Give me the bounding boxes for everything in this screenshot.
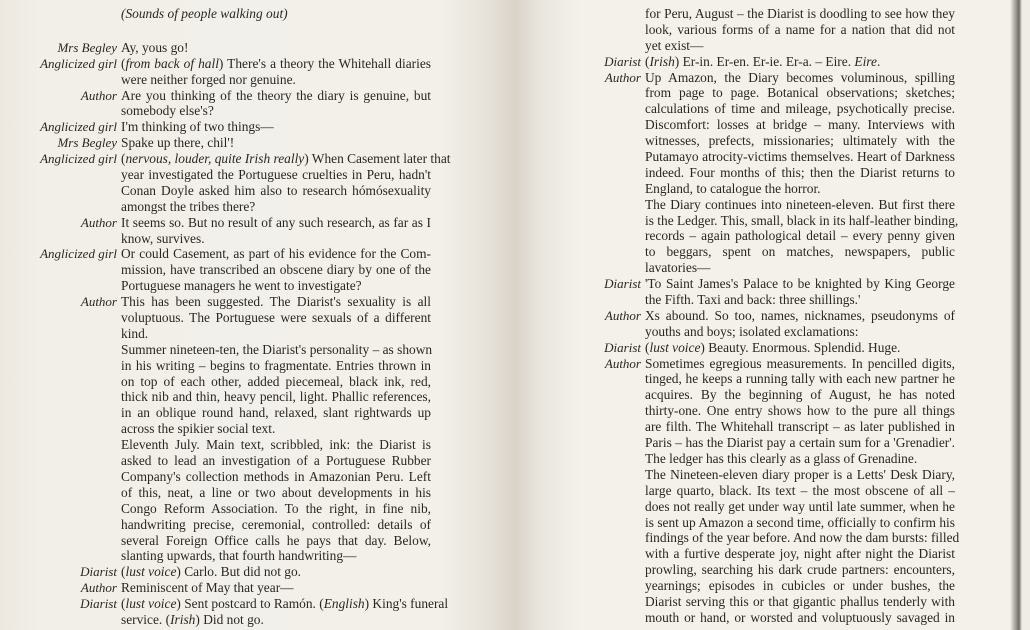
text-segment: look, various forms of a name for a nation that did not <box>645 21 955 37</box>
speaker-label: Anglicized girl <box>40 246 117 262</box>
text-segment: ( <box>121 151 126 167</box>
text-segment: yearnings; episodes in cubicles or under bushes, the <box>645 578 955 594</box>
dialogue-entry <box>80 596 449 628</box>
text-line <box>121 103 431 119</box>
text-segment: Diarist serving this or that gigantic phallus tenderly with <box>645 593 955 609</box>
text-segment: does not really get under way until late summer, when he <box>645 498 955 514</box>
text-segment: Discomfort: losses at bridge – many. Interviews with <box>645 117 955 133</box>
text-segment: Congo Reform Association. To the right, in fine nib, <box>121 500 431 516</box>
text-segment: ( <box>121 596 126 612</box>
text-segment: Reminiscent of May that year— <box>121 580 294 596</box>
text-segment: Xs abound. So too, names, nicknames, pseudonyms of <box>645 307 955 323</box>
text-segment: year investigated the Portuguese cruelties in Peru, hadn't <box>121 167 431 183</box>
text-line <box>121 453 431 469</box>
stage-direction: (Sounds of people walking out) <box>121 6 288 21</box>
right-page <box>523 6 960 626</box>
text-segment: is sent up Amazon a second time, officially to confirm his <box>645 514 955 530</box>
speaker-label: Diarist <box>604 276 641 292</box>
text-line <box>121 437 431 453</box>
text-line <box>645 181 955 197</box>
text-segment: is the Ledger. This, small, black in its half-leather binding, <box>645 212 959 228</box>
text-segment: ( <box>121 55 126 71</box>
text-segment: indeed. Four months of this; then the Diarist returns to <box>645 164 955 180</box>
text-line <box>80 294 431 310</box>
text-segment: mouth or hand, or worsted and voluptuously savaged in <box>645 609 955 625</box>
text-segment: in his writing – begins to fragmentate. Entries thrown in <box>121 357 431 373</box>
text-line <box>645 451 955 467</box>
text-line <box>80 596 449 612</box>
text-segment: Or could Casement, as part of his evidence for the Com- <box>121 246 431 262</box>
text-line <box>121 358 431 374</box>
speaker-label: Anglicized girl <box>40 55 117 71</box>
text-line <box>645 530 960 546</box>
speaker-label: Diarist <box>604 339 641 355</box>
spacer <box>121 22 431 40</box>
text-segment: in an oblique round hand, relaxed, slant rightwards up <box>121 405 431 421</box>
text-line <box>121 405 431 421</box>
text-line <box>645 260 955 276</box>
text-segment: witnesses, prefects, missionaries; ultimately with the <box>645 133 955 149</box>
text-line <box>121 167 431 183</box>
dialogue-entry <box>604 53 955 70</box>
text-segment: from page to page. Botanical observations; sketches; <box>645 85 955 101</box>
text-line <box>121 612 431 628</box>
text-line <box>604 53 955 70</box>
text-segment: somebody else's? <box>121 103 214 119</box>
text-line <box>40 55 431 72</box>
text-line <box>645 419 955 435</box>
text-line <box>121 469 431 485</box>
text-segment: yet exist— <box>645 37 704 53</box>
text-line <box>121 199 431 215</box>
text-line <box>645 244 955 260</box>
text-segment: Conan Doyle asked him also to research hómósexuality <box>121 182 431 198</box>
text-line <box>645 562 955 578</box>
text-segment: Up Amazon, the Diary becomes voluminous, spilling <box>645 69 955 85</box>
text-segment: kind. <box>121 325 149 341</box>
text-segment: ( <box>121 564 126 580</box>
text-line <box>645 403 955 419</box>
dialogue-entry <box>40 151 451 215</box>
text-line <box>121 231 431 247</box>
text-line <box>645 371 955 387</box>
text-segment: calculations of time and mileage, psychotically precise. <box>645 101 955 117</box>
dialogue-entry <box>604 69 959 277</box>
dialogue-entry <box>40 119 431 135</box>
text-line <box>604 69 955 86</box>
text-segment: The Nineteen-eleven diary proper is a Letts' Desk Diary, <box>645 466 955 482</box>
text-segment: voluptuous. The Portuguese were sexuals of a different <box>121 310 431 326</box>
narration-entry <box>121 6 431 40</box>
text-segment: ( <box>645 339 650 355</box>
stage-direction: Irish <box>649 53 675 69</box>
speaker-label: Author <box>604 307 641 323</box>
left-page-text <box>40 6 451 628</box>
text-segment: lavatories— <box>645 260 711 276</box>
stage-direction: lust voice <box>125 596 177 612</box>
stage-direction: lust voice <box>649 339 701 355</box>
text-segment: ) Sent postcard to Ramón. ( <box>176 596 324 612</box>
text-segment: ( <box>645 53 650 69</box>
text-line <box>121 389 431 405</box>
text-segment: service. ( <box>121 611 171 627</box>
text-segment: large quarto, black. Its text – the most obscene of all – <box>645 482 955 498</box>
text-segment: asked to lead an investigation of a Portuguese Rubber <box>121 453 431 469</box>
text-line <box>645 165 955 181</box>
text-segment: Are you thinking of the theory the diary is genuine, but <box>121 87 431 103</box>
text-line <box>645 22 955 38</box>
stage-direction: English <box>323 596 365 612</box>
text-line <box>645 610 955 626</box>
stage-direction: nervous, louder, quite Irish really <box>125 151 305 167</box>
dialogue-entry <box>604 339 955 356</box>
text-segment: ) Er-in. Er-en. Er-ie. Er-a. – Eire. <box>674 53 855 69</box>
text-segment: thirty-one. One entry shows how to the pure all things <box>645 403 955 419</box>
text-line <box>645 467 955 483</box>
stage-direction: Eire <box>854 53 877 69</box>
text-segment: slanting upwards, that fourth handwriting— <box>121 548 357 564</box>
text-line <box>645 292 955 308</box>
text-line <box>40 151 451 167</box>
text-segment: know, survives. <box>121 230 205 246</box>
text-segment: are filth. The Whitehall transcript – as later published in <box>645 419 955 435</box>
dialogue-entry <box>604 276 955 308</box>
text-segment: The ledger has this clearly as a glass of Grenadine. <box>645 450 918 466</box>
dialogue-entry <box>80 294 433 564</box>
text-line <box>80 87 431 104</box>
text-line <box>604 339 955 356</box>
stage-direction: from back of hall <box>125 55 219 71</box>
text-segment: with a furtive desperate joy, night after night the Diarist <box>645 546 955 562</box>
dialogue-entry <box>80 580 431 596</box>
text-segment: Summer nineteen-ten, the Diarist's personality – as shown <box>121 341 433 357</box>
text-line <box>645 578 955 594</box>
text-segment: Portuguese managers he went to investigate? <box>121 278 362 294</box>
dialogue-entry <box>80 214 431 247</box>
text-line <box>121 485 431 501</box>
text-line <box>645 435 955 451</box>
text-segment: the Fifth. Taxi and back: three shillings.' <box>645 292 861 308</box>
text-line <box>80 564 431 580</box>
text-segment: for Peru, August – the Diarist is doodling to see how they <box>645 6 955 21</box>
text-line <box>40 119 431 135</box>
text-line <box>40 246 431 262</box>
speaker-label: Author <box>80 294 117 310</box>
dialogue-entry <box>57 135 431 151</box>
text-segment: Sometimes egregious measurements. In pencilled digits, <box>645 355 955 371</box>
text-line <box>121 517 431 533</box>
text-segment: ) Carlo. But did not go. <box>176 564 302 580</box>
text-line <box>645 546 955 562</box>
text-line <box>645 228 955 244</box>
text-segment: findings of the year before. And now the dam bursts: filled <box>645 530 960 546</box>
text-line <box>645 38 955 54</box>
text-segment: to beggars, spent on matches, newspapers, public <box>645 244 955 260</box>
text-segment: handwriting precise, ceremonial, controlled: details of <box>121 516 431 532</box>
text-line <box>604 355 955 372</box>
text-segment: ) Beauty. Enormous. Splendid. Huge. <box>700 339 901 355</box>
dialogue-entry <box>604 307 955 340</box>
speaker-label: Diarist <box>604 53 641 69</box>
dialogue-entry <box>40 246 431 294</box>
text-line <box>645 594 955 610</box>
text-segment: . <box>876 53 881 69</box>
text-line <box>57 39 431 56</box>
text-line <box>645 212 959 229</box>
text-line <box>121 72 431 88</box>
text-line <box>645 85 955 101</box>
text-line <box>645 6 955 22</box>
text-segment: ) When Casement later that <box>304 151 451 167</box>
text-segment: I'm thinking of two things— <box>121 119 274 135</box>
speaker-label: Diarist <box>80 564 117 580</box>
text-segment: Eleventh July. Main text, scribbled, ink: the Diarist is <box>121 437 431 453</box>
text-line <box>645 101 955 117</box>
speaker-label: Author <box>80 87 117 103</box>
text-line <box>121 262 431 278</box>
text-line <box>645 324 955 340</box>
text-segment: were neither forged nor genuine. <box>121 71 296 87</box>
narration-entry <box>645 6 955 54</box>
text-segment: Putamayo atrocity-victims themselves. Heart of Darkness <box>645 149 955 165</box>
dialogue-entry <box>604 355 960 626</box>
speaker-label: Diarist <box>80 596 117 612</box>
text-segment: of this, neat, a line or two about developments in his <box>121 484 431 500</box>
text-line <box>121 310 431 326</box>
speaker-label: Author <box>80 214 117 230</box>
text-line <box>121 548 431 564</box>
text-line <box>121 183 431 199</box>
stage-direction: lust voice <box>125 564 177 580</box>
dialogue-entry <box>40 55 431 88</box>
text-segment: Spake up there, chil'! <box>121 135 235 151</box>
text-line <box>121 533 431 549</box>
text-line <box>121 421 431 437</box>
dialogue-entry <box>80 564 431 580</box>
text-segment: ) There's a theory the Whitehall diaries <box>218 55 431 71</box>
text-line <box>645 197 955 213</box>
text-segment: tinged, he keeps a running tally with each new partner he <box>645 371 955 387</box>
text-line <box>121 278 431 294</box>
text-line <box>80 580 431 596</box>
text-line <box>121 501 431 517</box>
text-segment: youths and boys; isolated exclamations: <box>645 323 859 339</box>
speaker-label: Mrs Begley <box>57 135 117 151</box>
text-segment: 'To Saint James's Palace to be knighted by King George <box>645 276 955 292</box>
text-segment: records – again pathological detail – every penny given <box>645 228 955 244</box>
text-line <box>121 374 431 390</box>
text-line <box>57 135 431 151</box>
text-segment: Ay, yous go! <box>121 39 189 55</box>
text-segment: It seems so. But no result of any such research, as far as I <box>121 214 431 230</box>
speaker-label: Author <box>604 69 641 85</box>
text-line <box>645 499 955 515</box>
text-line <box>645 149 955 165</box>
text-segment: mission, have transcribed an obscene diary by one of the <box>121 262 431 278</box>
text-line <box>604 307 955 324</box>
speaker-label: Author <box>80 580 117 596</box>
text-segment: Company's collection methods in Amazonian Peru. Left <box>121 468 431 484</box>
text-line <box>645 133 955 149</box>
speaker-label: Anglicized girl <box>40 119 117 135</box>
text-segment: Paris – has the Diarist pay a certain sum for a 'Grenadier'. <box>645 435 955 451</box>
speaker-label: Anglicized girl <box>40 151 117 167</box>
text-line <box>645 483 955 499</box>
text-segment: prowling, searching his dark crude partners: encounters, <box>645 562 955 578</box>
text-segment: The Diary continues into nineteen-eleven. But first there <box>645 196 955 212</box>
text-line <box>121 6 431 22</box>
text-segment: thick nib and thin, heavy pencil, light. Phallic references, <box>121 389 431 405</box>
stage-direction: Irish <box>170 611 196 627</box>
text-segment: ) Did not go. <box>195 611 264 627</box>
left-page <box>0 6 451 628</box>
text-segment: England, to catalogue the horror. <box>645 180 821 196</box>
speaker-label: Mrs Begley <box>57 39 117 55</box>
text-line <box>604 276 955 292</box>
text-line <box>121 326 431 342</box>
text-segment: This has been suggested. The Diarist's sexuality is all <box>121 294 431 310</box>
text-line <box>645 515 955 531</box>
text-line <box>80 214 431 231</box>
text-line <box>121 342 431 358</box>
text-segment: ) King's funeral <box>364 596 449 612</box>
text-segment: on top of each other, added piecemeal, black ink, red, <box>121 373 431 389</box>
text-line <box>645 387 955 403</box>
text-line <box>645 117 955 133</box>
dialogue-entry <box>80 87 431 120</box>
text-segment: across the spikier social text. <box>121 421 276 437</box>
text-segment: acquires. By the beginning of August, he has noted <box>645 387 955 403</box>
dialogue-entry <box>57 39 431 56</box>
right-page-text <box>604 6 960 626</box>
text-segment: amongst the tribes there? <box>121 198 256 214</box>
speaker-label: Author <box>604 355 641 371</box>
text-segment: several Foreign Office calls he pays that day. Below, <box>121 532 431 548</box>
